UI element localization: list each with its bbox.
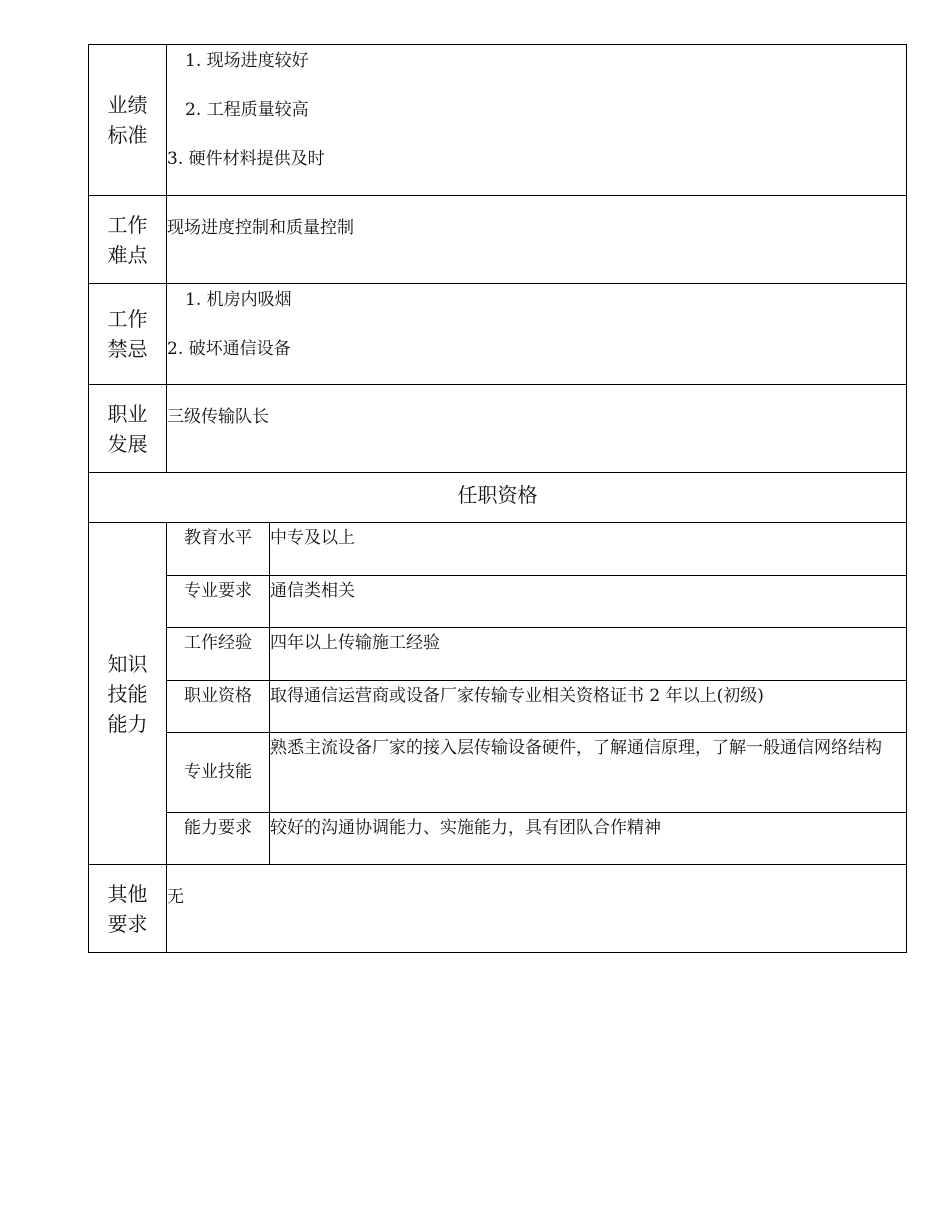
other-row — [89, 865, 907, 953]
field-value: 四年以上传输施工经验 — [270, 627, 907, 680]
difficulty-label: 工作 难点 — [89, 196, 167, 284]
list-item: 1. 机房内吸烟 — [185, 290, 292, 310]
table-row — [167, 523, 906, 575]
taboo-content — [167, 284, 907, 385]
career-label: 职业 发展 — [89, 385, 167, 473]
field-value: 较好的沟通协调能力、实施能力，具有团队合作精神 — [270, 817, 661, 838]
qualification-heading-row — [89, 473, 907, 523]
field-value: 中专及以上 — [270, 523, 907, 575]
list-item: 2. 工程质量较高 — [185, 100, 309, 120]
table-row — [167, 732, 906, 812]
career-row — [89, 385, 907, 473]
field-key: 工作经验 — [167, 627, 270, 680]
field-key: 专业技能 — [167, 732, 270, 812]
difficulty-row — [89, 196, 907, 284]
knowledge-row — [89, 523, 907, 865]
section-title: 任职资格 — [89, 473, 907, 523]
knowledge-content — [167, 523, 907, 865]
knowledge-label: 知识 技能 能力 — [89, 523, 167, 865]
other-text: 无 — [167, 887, 184, 907]
table-row — [167, 812, 906, 864]
career-text: 三级传输队长 — [167, 407, 269, 427]
performance-label: 业绩 标准 — [89, 45, 167, 196]
field-key: 能力要求 — [167, 812, 270, 864]
performance-row — [89, 45, 907, 196]
table-row — [167, 627, 906, 680]
list-item: 1. 现场进度较好 — [185, 51, 309, 71]
difficulty-content — [167, 196, 907, 284]
performance-content — [167, 45, 907, 196]
job-description-table — [88, 44, 907, 953]
knowledge-subtable — [167, 523, 906, 864]
taboo-label: 工作 禁忌 — [89, 284, 167, 385]
field-value: 通信类相关 — [270, 575, 907, 627]
difficulty-text: 现场进度控制和质量控制 — [167, 218, 354, 238]
table-row — [167, 680, 906, 732]
field-value: 取得通信运营商或设备厂家传输专业相关资格证书 2 年以上(初级) — [270, 680, 907, 732]
list-item: 3. 硬件材料提供及时 — [167, 149, 325, 169]
field-key: 专业要求 — [167, 575, 270, 627]
list-item: 2. 破坏通信设备 — [167, 339, 291, 359]
table-row — [167, 575, 906, 627]
other-label: 其他 要求 — [89, 865, 167, 953]
field-key: 教育水平 — [167, 523, 270, 575]
field-key: 职业资格 — [167, 680, 270, 732]
field-value: 熟悉主流设备厂家的接入层传输设备硬件，了解通信原理，了解一般通信网络结构 — [270, 732, 907, 812]
taboo-row — [89, 284, 907, 385]
career-content — [167, 385, 907, 473]
other-content — [167, 865, 907, 953]
